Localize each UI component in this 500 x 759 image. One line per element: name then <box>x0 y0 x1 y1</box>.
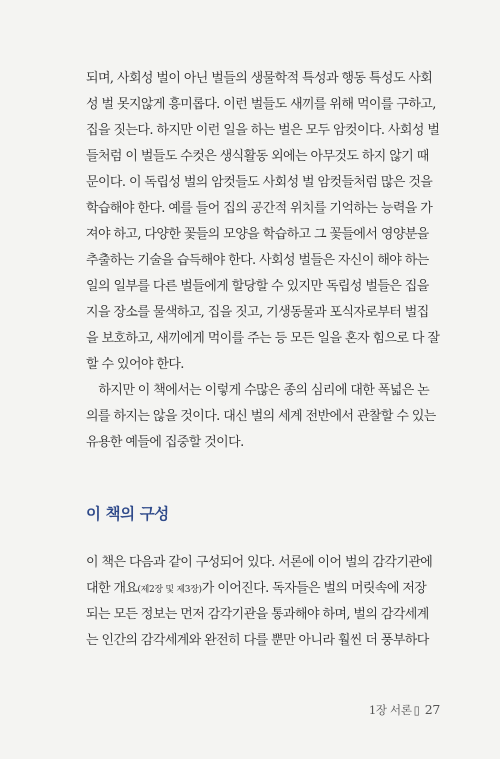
body-line: 하지만 이 책에서는 이렇게 수많은 종의 심리에 대한 폭넓은 논 <box>86 383 430 398</box>
body-line: 할 수 있어야 한다. <box>86 357 184 372</box>
body-line: 져야 하고, 다양한 꽃들의 모양을 학습하고 그 꽃들에서 영양분을 <box>86 227 429 242</box>
body-line: 일의 일부를 다른 벌들에게 할당할 수 있지만 독립성 벌들은 집을 <box>86 279 429 294</box>
page-number: 27 <box>424 702 440 717</box>
body-line: 문이다. 이 독립성 벌의 암컷들도 사회성 벌 암컷들처럼 많은 것을 <box>86 175 433 190</box>
chapter-reference: (제2장 및 제3장) <box>137 585 202 595</box>
body-line: 들처럼 이 벌들도 수컷은 생식활동 외에는 아무것도 하지 않기 때 <box>86 149 429 164</box>
section-line: 는 인간의 감각세계와 완전히 다를 뿐만 아니라 훨씬 더 풍부하다 <box>86 633 429 648</box>
section-line <box>86 581 426 598</box>
body-line: 을 보호하고, 새끼에게 먹이를 주는 등 모든 일을 혼자 힘으로 다 잘 <box>86 331 440 346</box>
section-heading: 이 책의 구성 <box>86 505 169 523</box>
section-line-text: 대한 개요 <box>86 581 138 596</box>
section-line: 이 책은 다음과 같이 구성되어 있다. 서론에 이어 벌의 감각기관에 <box>86 555 433 570</box>
body-line: 학습해야 한다. 예를 들어 집의 공간적 위치를 기억하는 능력을 가 <box>86 201 433 216</box>
footer-separator: ▯ <box>413 703 420 717</box>
body-line: 되며, 사회성 벌이 아닌 벌들의 생물학적 특성과 행동 특성도 사회 <box>86 71 433 86</box>
body-line: 의를 하지는 않을 것이다. 대신 벌의 세계 전반에서 관찰할 수 있는 <box>86 409 436 424</box>
body-line: 성 벌 못지않게 흥미롭다. 이런 벌들도 새끼를 위해 먹이를 구하고, <box>86 97 436 112</box>
body-line: 추출하는 기술을 습득해야 한다. 사회성 벌들은 자신이 해야 하는 <box>86 253 429 268</box>
body-line: 유용한 예들에 집중할 것이다. <box>86 435 244 450</box>
body-line: 지을 장소를 물색하고, 집을 짓고, 기생동물과 포식자로부터 벌집 <box>86 305 429 320</box>
page-footer <box>369 703 440 717</box>
body-line: 집을 짓는다. 하지만 이런 일을 하는 벌은 모두 암컷이다. 사회성 벌 <box>86 123 440 138</box>
running-chapter-title: 1장 서론 <box>368 703 412 717</box>
section-line-text: 가 이어진다. 독자들은 벌의 머릿속에 저장 <box>201 581 427 596</box>
section-line: 되는 모든 정보는 먼저 감각기관을 통과해야 하며, 벌의 감각세계 <box>86 607 429 622</box>
